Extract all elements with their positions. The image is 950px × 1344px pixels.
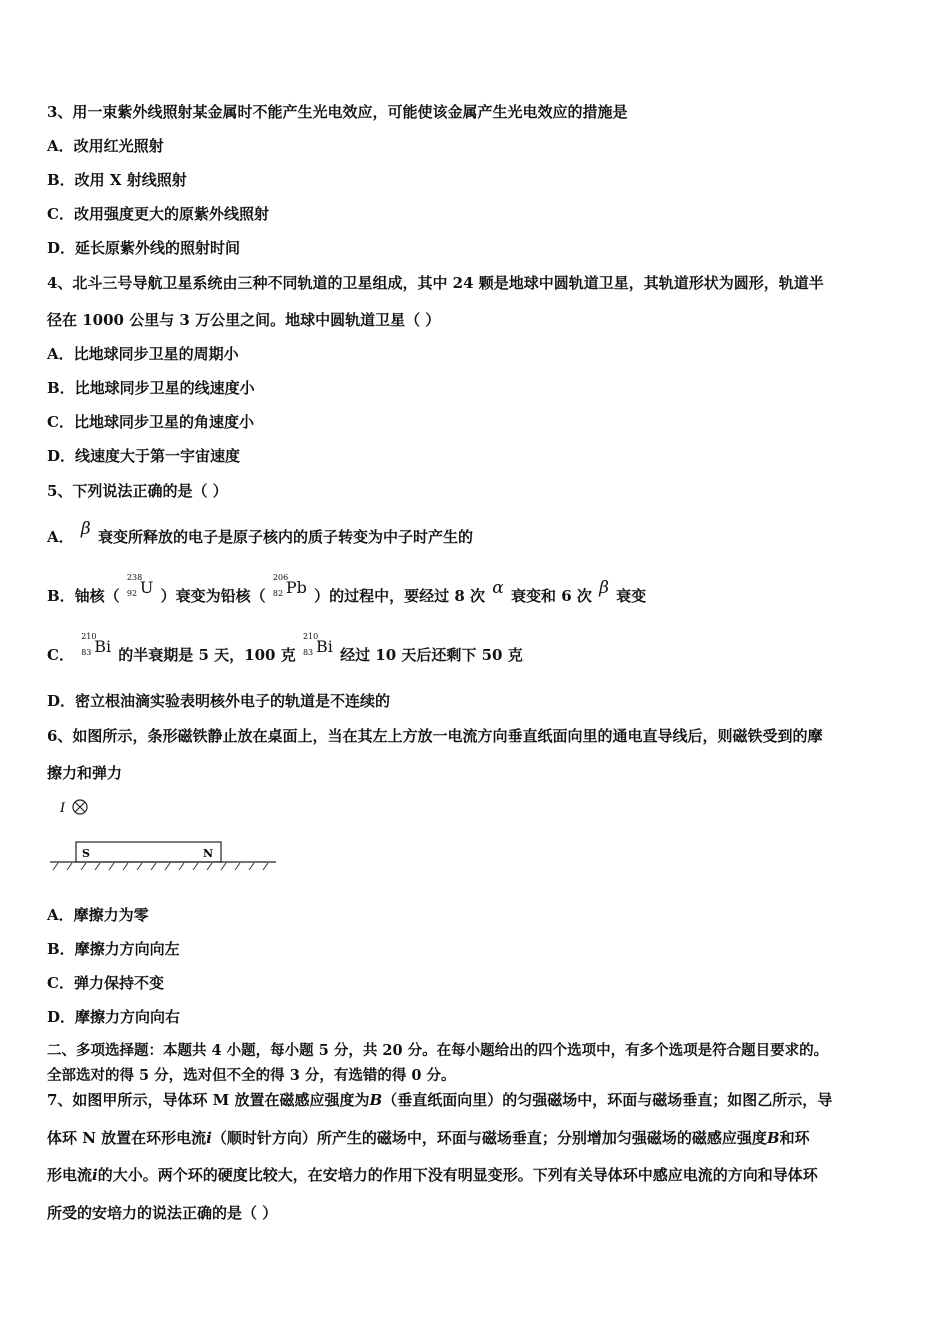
bismuth-atomic-number: 83 [302,648,314,657]
bismuth-nuclide-2 [302,632,333,665]
q4-option-a: A．比地球同步卫星的周期小 [47,345,239,363]
q6-option-a: A．摩擦力为零 [47,906,149,924]
lead-mass-number: 206 [272,573,289,582]
bar-magnet [76,842,221,862]
q7-symbol-i-2: i [92,1166,98,1184]
q7-line2 [47,1128,810,1148]
beta-symbol: β [599,578,609,598]
lead-nuclide [272,573,307,606]
bismuth-atomic-number: 83 [81,648,92,657]
section2-heading-line2: 全部选对的得 5 分，选对但不全的得 3 分，有选错的得 0 分。 [47,1067,456,1084]
q5-option-a-label: A． [47,528,74,546]
uranium-mass-number: 238 [126,573,143,582]
q3-option-a: A．改用红光照射 [47,137,164,155]
q5-option-a [47,519,473,547]
q3-stem: 3、用一束紫外线照射某金属时不能产生光电效应，可能使该金属产生光电效应的措施是 [47,103,628,121]
q7-symbol-i: i [206,1129,212,1147]
q3-option-c: C．改用强度更大的原紫外线照射 [47,205,269,223]
q4-stem-line1: 4、北斗三号导航卫星系统由三种不同轨道的卫星组成，其中 24 颗是地球中圆轨道卫星，其轨道形状为圆形，轨道半 [47,274,824,292]
q5-option-c [47,632,523,665]
current-into-page-icon [73,800,87,814]
q7-line3-a: 形电流 [47,1166,93,1184]
q7-line1 [47,1090,832,1110]
q6-option-c: C．弹力保持不变 [47,974,164,992]
q7-line2-b: （顺时针方向）所产生的磁场中，环面与磁场垂直；分别增加匀强磁场的磁感应强度 [211,1129,767,1147]
uranium-nuclide [126,573,154,606]
q7-line4: 所受的安培力的说法正确的是（ ） [47,1204,278,1222]
beta-symbol: β [80,519,91,539]
bismuth-nuclide [81,632,112,665]
alpha-symbol: α [492,578,504,598]
q5-option-b-tail3: 衰变 [616,587,647,605]
q5-option-c-label: C． [47,646,74,664]
q3-option-d: D．延长原紫外线的照射时间 [47,239,241,257]
q5-option-a-text: 衰变所释放的电子是原子核内的质子转变为中子时产生的 [97,528,473,546]
q4-option-d: D．线速度大于第一宇宙速度 [47,447,241,465]
magnet-figure [48,797,280,877]
south-pole-label: S [82,847,90,860]
current-label: I [60,801,66,816]
q5-option-b-mid: ）衰变为铅核（ [160,587,266,605]
q4-option-c: C．比地球同步卫星的角速度小 [47,413,254,431]
q7-line2-c: 和环 [779,1129,810,1147]
q7-line2-a: 体环 N 放置在环形电流 [47,1129,207,1147]
bismuth-mass-number: 210 [81,632,97,641]
lead-symbol: Pb [285,578,307,597]
q6-option-b: B．摩擦力方向向左 [47,940,180,958]
bismuth-mass-number: 210 [302,632,319,641]
q5-option-b-tail2: 衰变和 6 次 [510,587,592,605]
q5-option-b-label: B．铀核（ [47,587,120,605]
q5-option-b-tail1: ）的过程中，要经过 8 次 [314,587,486,605]
q5-option-c-mid: 的半衰期是 5 天，100 克 [118,646,296,664]
uranium-atomic-number: 92 [126,589,138,598]
q7-symbol-b-2: B [766,1129,780,1147]
q6-option-d: D．摩擦力方向向右 [47,1008,181,1026]
q7-line1-a: 7、如图甲所示，导体环 M 放置在磁感应强度为 [47,1091,370,1109]
q6-stem-line2: 擦力和弹力 [47,764,123,782]
q5-option-c-tail: 经过 10 天后还剩下 50 克 [340,646,523,664]
q7-line3 [47,1165,818,1185]
uranium-symbol: U [139,578,154,597]
section2-heading-line1: 二、多项选择题：本题共 4 小题，每小题 5 分，共 20 分。在每小题给出的四个选项中，有多个选项是符合题目要求的。 [47,1042,829,1059]
table-hatching [53,863,268,870]
q5-stem: 5、下列说法正确的是（ ） [47,482,228,500]
north-pole-label: N [203,847,214,860]
lead-atomic-number: 82 [272,589,284,598]
q6-stem-line1: 6、如图所示，条形磁铁静止放在桌面上，当在其左上方放一电流方向垂直纸面向里的通电直导线后，则磁铁受到的摩 [47,727,823,745]
q7-line3-b: 的大小。两个环的硬度比较大，在安培力的作用下没有明显变形。下列有关导体环中感应电流的方向和导体环 [97,1166,818,1184]
q5-option-d: D．密立根油滴实验表明核外电子的轨道是不连续的 [47,692,391,710]
q4-option-b: B．比地球同步卫星的线速度小 [47,379,255,397]
q4-stem-line2: 径在 1000 公里与 3 万公里之间。地球中圆轨道卫星（ ） [47,311,441,329]
q5-option-b [47,573,647,606]
bismuth-symbol: Bi [94,637,112,656]
bismuth-symbol: Bi [315,637,333,656]
q7-line1-b: （垂直纸面向里）的匀强磁场中，环面与磁场垂直；如图乙所示，导 [382,1091,833,1109]
q7-symbol-b: B [369,1091,383,1109]
q3-option-b: B．改用 X 射线照射 [47,171,187,189]
